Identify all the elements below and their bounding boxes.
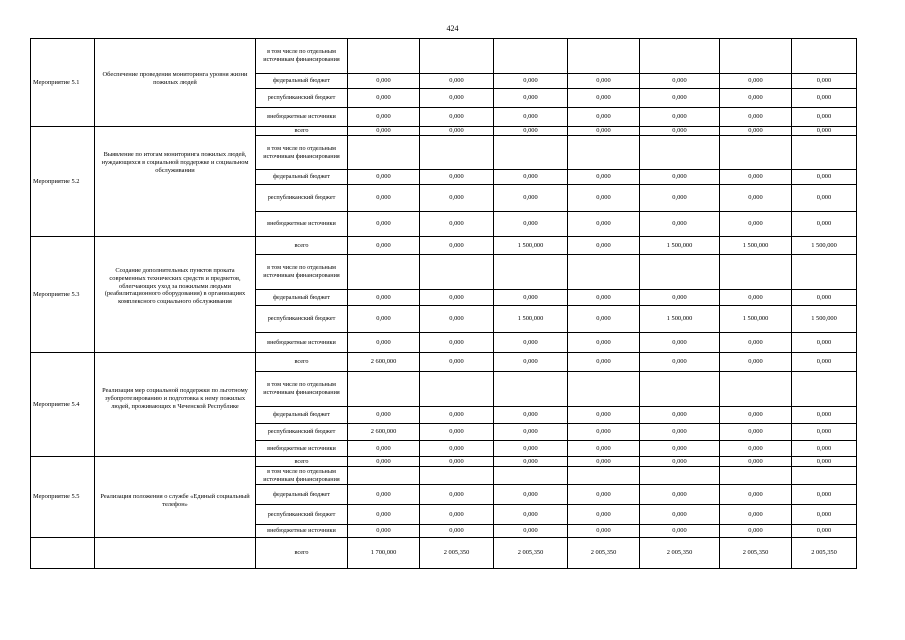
amount-cell: 0,000	[720, 212, 792, 237]
amount-cell: 1 500,000	[494, 237, 568, 255]
funding-source: в том числе по отдельным источникам финансирования	[256, 39, 348, 74]
amount-cell: 0,000	[420, 407, 494, 424]
amount-cell	[720, 372, 792, 407]
amount-cell: 0,000	[720, 185, 792, 212]
amount-cell	[792, 467, 857, 485]
amount-cell	[792, 39, 857, 74]
activity-id: Мероприятие 5.2	[31, 127, 95, 237]
amount-cell: 0,000	[568, 333, 640, 353]
amount-cell: 0,000	[792, 424, 857, 441]
amount-cell: 0,000	[420, 485, 494, 505]
amount-cell	[348, 372, 420, 407]
budget-table	[30, 38, 857, 569]
table-row	[31, 538, 857, 569]
funding-source: внебюджетные источники	[256, 525, 348, 538]
amount-cell: 0,000	[420, 237, 494, 255]
amount-cell: 0,000	[568, 237, 640, 255]
amount-cell: 0,000	[568, 170, 640, 185]
amount-cell: 0,000	[568, 306, 640, 333]
amount-cell	[568, 136, 640, 170]
amount-cell: 0,000	[568, 290, 640, 306]
amount-cell: 0,000	[792, 74, 857, 89]
amount-cell: 0,000	[420, 306, 494, 333]
amount-cell	[494, 255, 568, 290]
amount-cell: 0,000	[568, 407, 640, 424]
amount-cell: 0,000	[420, 505, 494, 525]
amount-cell: 0,000	[568, 353, 640, 372]
funding-source: в том числе по отдельным источникам финансирования	[256, 467, 348, 485]
amount-cell: 0,000	[792, 89, 857, 108]
funding-source: всего	[256, 127, 348, 136]
funding-source: всего	[256, 538, 348, 569]
funding-source: республиканский бюджет	[256, 424, 348, 441]
amount-cell	[348, 255, 420, 290]
amount-cell: 0,000	[348, 290, 420, 306]
funding-source: всего	[256, 457, 348, 467]
amount-cell	[792, 136, 857, 170]
amount-cell: 0,000	[720, 485, 792, 505]
funding-source: всего	[256, 237, 348, 255]
amount-cell: 2 005,350	[568, 538, 640, 569]
amount-cell: 0,000	[568, 108, 640, 127]
amount-cell: 0,000	[348, 89, 420, 108]
funding-source: республиканский бюджет	[256, 89, 348, 108]
funding-source: республиканский бюджет	[256, 185, 348, 212]
activity-id: Мероприятие 5.4	[31, 353, 95, 457]
amount-cell: 0,000	[640, 108, 720, 127]
amount-cell: 0,000	[720, 353, 792, 372]
activity-id	[31, 538, 95, 569]
amount-cell: 0,000	[348, 457, 420, 467]
amount-cell: 0,000	[420, 212, 494, 237]
amount-cell	[640, 255, 720, 290]
amount-cell: 0,000	[720, 290, 792, 306]
table-row	[31, 353, 857, 372]
funding-source: в том числе по отдельным источникам финансирования	[256, 136, 348, 170]
amount-cell: 1 700,000	[348, 538, 420, 569]
amount-cell	[494, 39, 568, 74]
amount-cell: 0,000	[720, 441, 792, 457]
amount-cell: 0,000	[348, 485, 420, 505]
amount-cell: 0,000	[792, 290, 857, 306]
amount-cell: 0,000	[494, 424, 568, 441]
activity-id: Мероприятие 5.3	[31, 237, 95, 353]
amount-cell	[792, 372, 857, 407]
amount-cell	[420, 39, 494, 74]
amount-cell: 2 005,350	[420, 538, 494, 569]
amount-cell: 2 005,350	[720, 538, 792, 569]
amount-cell: 0,000	[640, 89, 720, 108]
amount-cell: 0,000	[792, 212, 857, 237]
funding-source: республиканский бюджет	[256, 306, 348, 333]
amount-cell	[792, 255, 857, 290]
amount-cell: 0,000	[792, 485, 857, 505]
amount-cell: 0,000	[494, 74, 568, 89]
amount-cell: 0,000	[720, 424, 792, 441]
amount-cell: 2 005,350	[640, 538, 720, 569]
amount-cell	[720, 255, 792, 290]
funding-source: внебюджетные источники	[256, 108, 348, 127]
amount-cell: 0,000	[792, 353, 857, 372]
table-row	[31, 127, 857, 136]
amount-cell: 0,000	[494, 108, 568, 127]
amount-cell: 0,000	[568, 525, 640, 538]
amount-cell	[420, 136, 494, 170]
amount-cell	[348, 39, 420, 74]
amount-cell: 0,000	[720, 407, 792, 424]
amount-cell: 0,000	[494, 441, 568, 457]
amount-cell: 1 500,000	[640, 306, 720, 333]
funding-source: федеральный бюджет	[256, 290, 348, 306]
amount-cell: 0,000	[568, 505, 640, 525]
amount-cell: 0,000	[420, 170, 494, 185]
amount-cell: 0,000	[348, 525, 420, 538]
activity-name: Создание дополнительных пунктов проката современных технических средств и предметов, облегчающих уход за пожилыми людьми (реабилитационного оборудования) в организациях комплексного социального обслуживания	[95, 237, 256, 353]
amount-cell	[420, 467, 494, 485]
amount-cell: 0,000	[348, 505, 420, 525]
amount-cell	[494, 467, 568, 485]
amount-cell: 0,000	[420, 441, 494, 457]
amount-cell	[640, 136, 720, 170]
amount-cell: 0,000	[640, 353, 720, 372]
amount-cell: 0,000	[494, 505, 568, 525]
funding-source: федеральный бюджет	[256, 485, 348, 505]
amount-cell: 1 500,000	[640, 237, 720, 255]
amount-cell: 0,000	[348, 441, 420, 457]
funding-source: республиканский бюджет	[256, 505, 348, 525]
amount-cell: 0,000	[494, 212, 568, 237]
amount-cell: 0,000	[640, 170, 720, 185]
amount-cell: 0,000	[420, 333, 494, 353]
amount-cell: 1 500,000	[792, 306, 857, 333]
amount-cell: 0,000	[348, 74, 420, 89]
amount-cell: 0,000	[792, 525, 857, 538]
funding-source: федеральный бюджет	[256, 407, 348, 424]
amount-cell: 0,000	[568, 127, 640, 136]
amount-cell: 1 500,000	[792, 237, 857, 255]
amount-cell: 0,000	[720, 127, 792, 136]
amount-cell: 0,000	[640, 74, 720, 89]
amount-cell: 0,000	[640, 441, 720, 457]
amount-cell: 0,000	[720, 170, 792, 185]
table-row	[31, 237, 857, 255]
amount-cell	[720, 467, 792, 485]
amount-cell: 0,000	[640, 185, 720, 212]
amount-cell: 0,000	[640, 333, 720, 353]
amount-cell: 0,000	[348, 108, 420, 127]
amount-cell: 0,000	[494, 290, 568, 306]
amount-cell: 0,000	[640, 407, 720, 424]
amount-cell: 0,000	[494, 353, 568, 372]
amount-cell: 0,000	[792, 108, 857, 127]
amount-cell	[494, 372, 568, 407]
funding-source: в том числе по отдельным источникам финансирования	[256, 255, 348, 290]
amount-cell	[420, 255, 494, 290]
amount-cell: 0,000	[640, 457, 720, 467]
amount-cell: 0,000	[640, 485, 720, 505]
amount-cell	[568, 372, 640, 407]
activity-name	[95, 538, 256, 569]
amount-cell: 0,000	[494, 185, 568, 212]
funding-source: всего	[256, 353, 348, 372]
funding-source: федеральный бюджет	[256, 74, 348, 89]
amount-cell	[568, 467, 640, 485]
amount-cell: 0,000	[494, 170, 568, 185]
amount-cell: 0,000	[640, 290, 720, 306]
amount-cell: 0,000	[494, 407, 568, 424]
funding-source: внебюджетные источники	[256, 333, 348, 353]
amount-cell: 0,000	[640, 127, 720, 136]
amount-cell: 0,000	[348, 127, 420, 136]
table-row	[31, 39, 857, 74]
amount-cell: 0,000	[792, 185, 857, 212]
amount-cell: 0,000	[420, 185, 494, 212]
amount-cell: 0,000	[720, 525, 792, 538]
amount-cell: 0,000	[494, 127, 568, 136]
amount-cell: 0,000	[792, 457, 857, 467]
amount-cell: 0,000	[568, 485, 640, 505]
funding-source: федеральный бюджет	[256, 170, 348, 185]
amount-cell: 0,000	[568, 212, 640, 237]
activity-id: Мероприятие 5.1	[31, 39, 95, 127]
amount-cell: 0,000	[640, 212, 720, 237]
amount-cell: 0,000	[792, 333, 857, 353]
table-row	[31, 457, 857, 467]
amount-cell: 0,000	[792, 407, 857, 424]
amount-cell	[720, 39, 792, 74]
amount-cell: 0,000	[348, 407, 420, 424]
funding-source: внебюджетные источники	[256, 212, 348, 237]
amount-cell: 0,000	[494, 333, 568, 353]
amount-cell: 0,000	[348, 185, 420, 212]
amount-cell: 0,000	[420, 74, 494, 89]
amount-cell: 0,000	[348, 170, 420, 185]
amount-cell: 0,000	[420, 108, 494, 127]
amount-cell: 2 600,000	[348, 424, 420, 441]
amount-cell: 1 500,000	[720, 237, 792, 255]
amount-cell	[420, 372, 494, 407]
activity-id: Мероприятие 5.5	[31, 457, 95, 538]
amount-cell	[640, 467, 720, 485]
amount-cell: 0,000	[792, 505, 857, 525]
amount-cell: 0,000	[420, 127, 494, 136]
amount-cell: 0,000	[420, 89, 494, 108]
amount-cell: 0,000	[348, 333, 420, 353]
amount-cell	[568, 39, 640, 74]
activity-name: Реализация положения о службе «Единый социальный телефон»	[95, 457, 256, 538]
amount-cell	[720, 136, 792, 170]
amount-cell: 2 005,350	[494, 538, 568, 569]
amount-cell: 1 500,000	[720, 306, 792, 333]
amount-cell: 0,000	[568, 424, 640, 441]
amount-cell: 0,000	[792, 127, 857, 136]
amount-cell: 1 500,000	[494, 306, 568, 333]
amount-cell: 0,000	[568, 457, 640, 467]
amount-cell: 0,000	[720, 457, 792, 467]
amount-cell: 0,000	[568, 74, 640, 89]
amount-cell: 0,000	[494, 457, 568, 467]
amount-cell: 0,000	[494, 485, 568, 505]
amount-cell: 0,000	[348, 306, 420, 333]
amount-cell: 0,000	[640, 525, 720, 538]
amount-cell: 0,000	[720, 89, 792, 108]
amount-cell: 0,000	[720, 333, 792, 353]
amount-cell: 0,000	[494, 525, 568, 538]
amount-cell: 0,000	[420, 457, 494, 467]
amount-cell: 0,000	[420, 290, 494, 306]
amount-cell: 0,000	[792, 441, 857, 457]
activity-name: Реализация мер социальной поддержки по льготному зубопротезированию и подготовка к нему пожилых людей, проживающих в Чеченской Республике	[95, 353, 256, 457]
amount-cell: 0,000	[568, 89, 640, 108]
amount-cell: 0,000	[720, 74, 792, 89]
amount-cell: 0,000	[720, 505, 792, 525]
funding-source: в том числе по отдельным источникам финансирования	[256, 372, 348, 407]
funding-source: внебюджетные источники	[256, 441, 348, 457]
amount-cell: 2 600,000	[348, 353, 420, 372]
amount-cell: 2 005,350	[792, 538, 857, 569]
amount-cell: 0,000	[568, 441, 640, 457]
amount-cell	[640, 39, 720, 74]
amount-cell: 0,000	[494, 89, 568, 108]
activity-name: Выявление по итогам мониторинга пожилых людей, нуждающихся в социальной поддержке и социальном обслуживании	[95, 127, 256, 237]
amount-cell	[568, 255, 640, 290]
amount-cell: 0,000	[640, 505, 720, 525]
amount-cell: 0,000	[792, 170, 857, 185]
amount-cell: 0,000	[720, 108, 792, 127]
amount-cell: 0,000	[348, 237, 420, 255]
amount-cell	[494, 136, 568, 170]
amount-cell: 0,000	[420, 525, 494, 538]
amount-cell: 0,000	[420, 424, 494, 441]
page-number: 424	[446, 24, 459, 33]
activity-name: Обеспечение проведения мониторинга уровня жизни пожилых людей	[95, 39, 256, 127]
amount-cell: 0,000	[640, 424, 720, 441]
amount-cell	[348, 136, 420, 170]
amount-cell: 0,000	[348, 212, 420, 237]
amount-cell	[348, 467, 420, 485]
amount-cell: 0,000	[568, 185, 640, 212]
amount-cell	[640, 372, 720, 407]
amount-cell: 0,000	[420, 353, 494, 372]
